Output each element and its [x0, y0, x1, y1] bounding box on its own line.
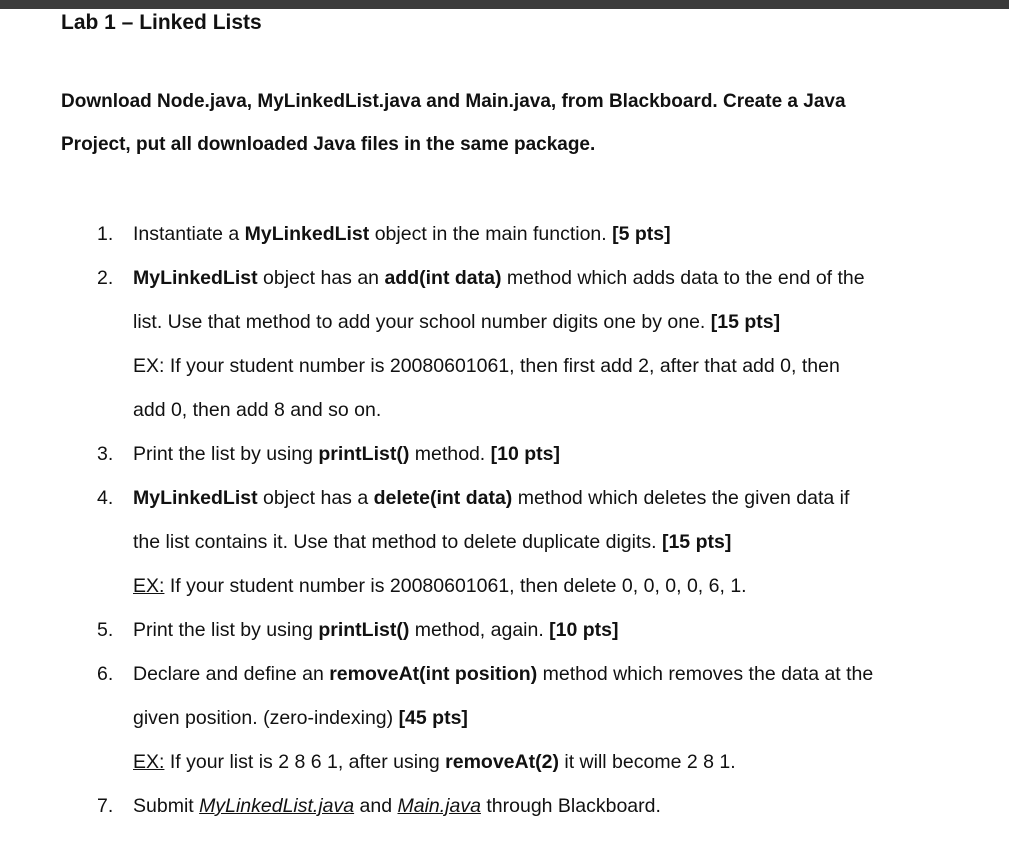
points: [45 pts]: [398, 707, 468, 729]
item-line: [133, 256, 1009, 300]
page-title: Lab 1 – Linked Lists: [61, 11, 262, 34]
item-line: [133, 652, 1009, 696]
item-number: 4.: [97, 487, 114, 509]
text: Instantiate a: [133, 223, 245, 245]
text: If your student number is 20080601061, then delete 0, 0, 0, 0, 6, 1.: [164, 575, 747, 597]
text: Print the list by using: [133, 619, 319, 641]
item-line: [133, 696, 1009, 740]
example-line: EX: If your student number is 20080601061, then first add 2, after that add 0, then: [133, 355, 840, 377]
list-item: [0, 608, 1009, 652]
text: method which deletes the given data if: [512, 487, 850, 509]
class-name: MyLinkedList: [244, 223, 370, 245]
item-number: 3.: [97, 443, 114, 465]
class-name: MyLinkedList: [133, 267, 258, 289]
text: list. Use that method to add your school number digits one by one.: [133, 311, 711, 333]
points: [5 pts]: [612, 223, 671, 245]
file-reference: Main.java: [397, 795, 481, 817]
points: [15 pts]: [710, 311, 781, 333]
points: [10 pts]: [549, 619, 619, 641]
example-line: [133, 564, 1009, 608]
list-item: [0, 212, 1009, 256]
method-name: printList(): [318, 443, 410, 465]
text: Submit: [133, 795, 200, 817]
text: it will become 2 8 1.: [558, 751, 736, 773]
text: Print the list by using: [133, 443, 319, 465]
text: method.: [409, 443, 491, 465]
text: method which adds data to the end of the: [501, 267, 865, 289]
item-line: [133, 608, 1009, 652]
intro-line-1: Download Node.java, MyLinkedList.java and Main.java, from Blackboard. Create a Java: [61, 91, 846, 112]
example-line: [133, 740, 1009, 784]
item-line: [133, 300, 1009, 344]
item-number: 1.: [97, 223, 114, 245]
intro-paragraph: [61, 80, 961, 166]
text: through Blackboard.: [480, 795, 661, 817]
item-line: [133, 476, 1009, 520]
text: object has an: [257, 267, 385, 289]
method-name: add(int data): [384, 267, 502, 289]
list-item: [0, 476, 1009, 608]
item-number: 6.: [97, 663, 114, 685]
text: object has a: [257, 487, 374, 509]
example-label: EX:: [133, 575, 165, 597]
example-label: EX:: [133, 751, 165, 773]
method-name: removeAt(int position): [329, 663, 538, 685]
text: If your list is 2 8 6 1, after using: [164, 751, 446, 773]
method-name: removeAt(2): [445, 751, 559, 773]
text: method which removes the data at the: [537, 663, 874, 685]
method-name: printList(): [318, 619, 410, 641]
text: object in the main function.: [369, 223, 613, 245]
item-line: [133, 520, 1009, 564]
item-number: 2.: [97, 267, 114, 289]
text: given position. (zero-indexing): [133, 707, 399, 729]
class-name: MyLinkedList: [133, 487, 258, 509]
text: Declare and define an: [133, 663, 330, 685]
item-number: 7.: [97, 795, 114, 817]
list-item: [0, 256, 1009, 432]
points: [10 pts]: [490, 443, 560, 465]
item-line: [133, 784, 1009, 828]
task-list: [0, 212, 1009, 828]
list-item: [0, 432, 1009, 476]
points: [15 pts]: [661, 531, 732, 553]
list-item: [0, 784, 1009, 828]
example-line: add 0, then add 8 and so on.: [133, 399, 382, 421]
method-name: delete(int data): [373, 487, 513, 509]
list-item: [0, 652, 1009, 784]
text: and: [354, 795, 398, 817]
file-reference: MyLinkedList.java: [199, 795, 355, 817]
item-line: [133, 432, 1009, 476]
intro-line-2: Project, put all downloaded Java files in the same package.: [61, 134, 596, 155]
text: method, again.: [409, 619, 550, 641]
item-line: [133, 212, 1009, 256]
item-number: 5.: [97, 619, 114, 641]
text: the list contains it. Use that method to delete duplicate digits.: [133, 531, 662, 553]
